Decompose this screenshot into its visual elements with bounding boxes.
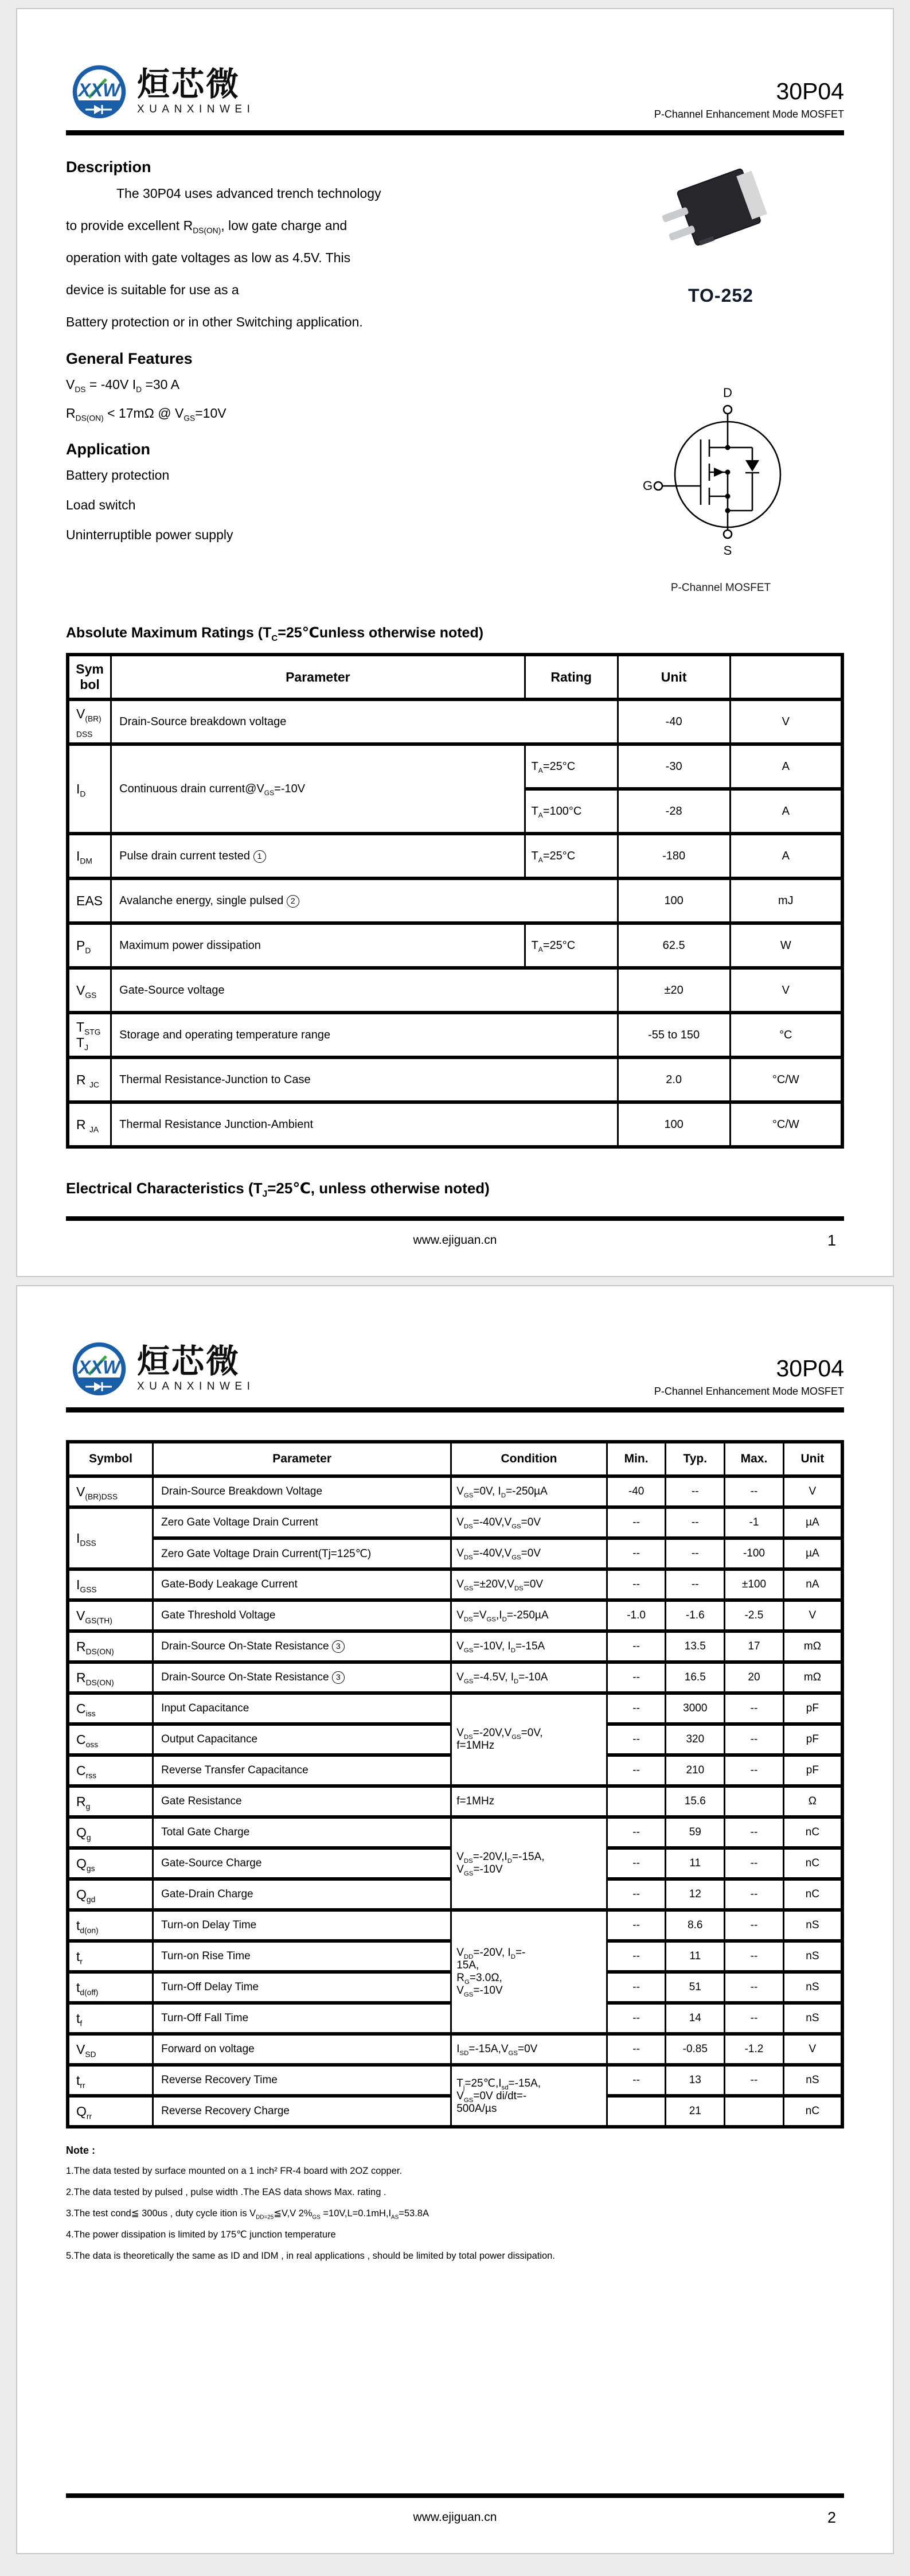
value-cell: 210 (666, 1755, 725, 1786)
value-cell: -- (607, 1755, 666, 1786)
parameter-cell: Pulse drain current tested 1 (111, 834, 525, 878)
doc-header (66, 1286, 844, 1399)
condition-cell: $V_{GS}=\pm 20V,V_{DS}=0V$ (451, 1569, 607, 1600)
brand-text (137, 1345, 255, 1392)
condition-cell: $V_{DS}=-40V,V_{GS}=0V$ (451, 1507, 607, 1538)
value-cell: 15.6 (666, 1786, 725, 1817)
value-cell: -- (607, 2034, 666, 2065)
page2-footer (66, 2493, 844, 2524)
column-header: Min. (607, 1442, 666, 1476)
text-line: 1.The data tested by surface mounted on a 1 inch² FR-4 board with 2OZ copper. (66, 2166, 403, 2176)
value-cell: nS (783, 1972, 842, 2003)
parameter-cell: Turn-on Delay Time (153, 1910, 451, 1941)
pin-label-d: D (723, 386, 732, 400)
value-cell: -- (725, 2065, 784, 2096)
value-cell: 100 (618, 878, 730, 923)
value-cell: mΩ (783, 1662, 842, 1693)
value-cell: -30 (618, 744, 730, 789)
table-row (68, 834, 842, 878)
page-1 (16, 8, 894, 1277)
header-rule (66, 130, 844, 135)
value-cell: V (783, 2034, 842, 2065)
symbol-cell: $t_{rr}$ (68, 2065, 153, 2096)
parameter-cell: Thermal Resistance-Junction to Case (111, 1057, 618, 1102)
condition-cell: $T_A=25^\circ C$ (525, 744, 618, 789)
table-row (68, 1786, 842, 1817)
symbol-cell: $V_{(BR)DSS}$ (68, 699, 111, 744)
condition-cell: $T_A=25^\circ C$ (525, 834, 618, 878)
symbol-cell: R $_{JC}$ (68, 1057, 111, 1102)
value-cell: -40 (607, 1476, 666, 1507)
page-number: 2 (827, 2509, 836, 2526)
value-cell: 11 (666, 1941, 725, 1972)
brand-name-en: XUANXINWEI (137, 103, 255, 115)
page1-columns (66, 153, 844, 594)
table-row (68, 699, 842, 744)
symbol-cell: $t_r$ (68, 1941, 153, 1972)
mosfet-symbol-icon (635, 380, 807, 569)
value-cell: nC (783, 1848, 842, 1879)
column-header: Parameter (153, 1442, 451, 1476)
column-header: Unit (783, 1442, 842, 1476)
value-cell: -- (607, 1910, 666, 1941)
table-row (68, 968, 842, 1013)
value-cell: nS (783, 1941, 842, 1972)
parameter-cell: Zero Gate Voltage Drain Current (153, 1507, 451, 1538)
parameter-cell: Continuous drain $current@V_{GS}=-10V$ (111, 744, 525, 834)
features-list (66, 377, 584, 421)
value-cell: nS (783, 2065, 842, 2096)
symbol-cell: EAS (68, 878, 111, 923)
table-row (68, 1693, 842, 1724)
value-cell: 51 (666, 1972, 725, 2003)
table-row (68, 1013, 842, 1057)
svg-text:XXW: XXW (78, 80, 120, 100)
value-cell: -- (607, 1972, 666, 2003)
symbol-cell: $I_{DM}$ (68, 834, 111, 878)
value-cell: -- (607, 2065, 666, 2096)
value-cell: µA (783, 1507, 842, 1538)
condition-cell: $V_{DS}=-40V,V_{GS}=0V$ (451, 1538, 607, 1569)
text-line: 4.The power dissipation is limited by 175℃ junction temperature (66, 2229, 336, 2240)
text-line: Battery protection or in other Switching application. (66, 314, 363, 329)
value-cell: -- (607, 1724, 666, 1755)
parameter-cell: Drain-Source breakdown voltage (111, 699, 618, 744)
elec-characteristics-title: Electrical Characteristics ($T_J=25℃$, unless otherwise noted) (66, 1180, 490, 1200)
symbol-cell: $C_{rss}$ (68, 1755, 153, 1786)
parameter-cell: Turn-on Rise Time (153, 1941, 451, 1972)
value-cell: °C/W (730, 1057, 842, 1102)
parameter-cell: Thermal Resistance Junction-Ambient (111, 1102, 618, 1147)
symbol-cell: $t_{d(on)}$ (68, 1910, 153, 1941)
symbol-cell: $I_{GSS}$ (68, 1569, 153, 1600)
symbol-cell: $Q_{gd}$ (68, 1879, 153, 1910)
footer-line (66, 1233, 844, 1247)
value-cell: 3000 (666, 1693, 725, 1724)
parameter-cell: Turn-Off Fall Time (153, 2003, 451, 2034)
text-line: The 30P04 uses advanced trench technology (116, 186, 381, 201)
value-cell: V (783, 1600, 842, 1631)
text-line: Uninterruptible power supply (66, 527, 233, 543)
abs-max-table (66, 653, 844, 1149)
value-cell: -- (666, 1476, 725, 1507)
text-line: device is suitable for use as a (66, 282, 239, 297)
description-text (66, 185, 584, 330)
value-cell: 11 (666, 1848, 725, 1879)
value-cell: -- (607, 1817, 666, 1848)
parameter-cell: Gate-Source voltage (111, 968, 618, 1013)
value-cell: pF (783, 1755, 842, 1786)
value-cell: -- (725, 1972, 784, 2003)
page-number: 1 (827, 1232, 836, 1249)
value-cell: ±100 (725, 1569, 784, 1600)
value-cell: pF (783, 1724, 842, 1755)
footer-rule (66, 2493, 844, 2498)
value-cell: 100 (618, 1102, 730, 1147)
value-cell: A (730, 834, 842, 878)
symbol-cell: $I_{DSS}$ (68, 1507, 153, 1569)
symbol-cell: $C_{oss}$ (68, 1724, 153, 1755)
symbol-cell: $Q_g$ (68, 1817, 153, 1848)
parameter-cell: Turn-Off Delay Time (153, 1972, 451, 2003)
column-header: Condition (451, 1442, 607, 1476)
value-cell (725, 1786, 784, 1817)
symbol-cell: $V_{GS}$ (68, 968, 111, 1013)
value-cell: 59 (666, 1817, 725, 1848)
page1-right-column (597, 153, 844, 594)
text-line: to provide excellent $R_{DS(ON)}$, low gate charge and (66, 217, 347, 235)
value-cell: -- (725, 1879, 784, 1910)
symbol-cell: $T_{STG}$ $T_J$ (68, 1013, 111, 1057)
value-cell: mJ (730, 878, 842, 923)
value-cell: -- (725, 1693, 784, 1724)
package-photo (649, 156, 792, 262)
text-line: 3.The test cond≦ 300us , duty cycle ition is $V_{DD=25}≦V,V$ $2\%_{GS} =10V,L=0.1mH,I_{AS}=53.8A$ (66, 2208, 429, 2221)
value-cell (607, 1786, 666, 1817)
text-line: 5.The data is theoretically the same as ID and IDM , in real applications , should be limited by total power dissipation. (66, 2250, 555, 2261)
value-cell: Ω (783, 1786, 842, 1817)
value-cell: -- (607, 1693, 666, 1724)
text-line: operation with gate voltages as low as 4.5V. This (66, 250, 351, 265)
symbol-cell: $Q_{rr}$ (68, 2096, 153, 2127)
doc-header (66, 9, 844, 122)
brand-logo (69, 1339, 255, 1399)
part-number: 30P04 (776, 1355, 844, 1382)
symbol-cell: $t_f$ (68, 2003, 153, 2034)
symbol-cell: $Q_{gs}$ (68, 1848, 153, 1879)
value-cell: -- (725, 1848, 784, 1879)
condition-cell: $V_{DS}=-20V,V_{GS}=0V$, f=1MHz (451, 1693, 607, 1786)
value-cell: -- (666, 1538, 725, 1569)
value-cell: -2.5 (725, 1600, 784, 1631)
table-row (68, 1102, 842, 1147)
value-cell: 12 (666, 1879, 725, 1910)
page1-footer (66, 1216, 844, 1247)
condition-cell: $V_{DS}=-20V,I_D=-15A$, $V_{GS}=-10V$ (451, 1817, 607, 1910)
brand-name-cn: 烜芯微 (137, 1343, 240, 1380)
value-cell: µA (783, 1538, 842, 1569)
application-title: Application (66, 441, 150, 458)
brand-logo (69, 62, 255, 122)
table-row (68, 1910, 842, 1941)
value-cell: -- (607, 1662, 666, 1693)
value-cell: -- (666, 1569, 725, 1600)
value-cell: °C (730, 1013, 842, 1057)
table-row (68, 1631, 842, 1662)
value-cell: 16.5 (666, 1662, 725, 1693)
condition-cell: $V_{GS}=0V$, $I_D=-250\mu A$ (451, 1476, 607, 1507)
notes-list (66, 2165, 844, 2263)
value-cell: mΩ (783, 1631, 842, 1662)
value-cell: -100 (725, 1538, 784, 1569)
value-cell: nC (783, 2096, 842, 2127)
value-cell: 2.0 (618, 1057, 730, 1102)
parameter-cell: Reverse Transfer Capacitance (153, 1755, 451, 1786)
value-cell: nS (783, 2003, 842, 2034)
value-cell: 21 (666, 2096, 725, 2127)
parameter-cell: Gate Resistance (153, 1786, 451, 1817)
value-cell: -- (607, 1848, 666, 1879)
page1-left-column (66, 153, 597, 594)
elec-characteristics-table (66, 1440, 844, 2128)
symbol-cell: $R_{DS(ON)}$ (68, 1631, 153, 1662)
condition-cell: $I_{SD}=-15A,V_{GS}=0V$ (451, 2034, 607, 2065)
value-cell: -- (607, 1941, 666, 1972)
notes-title: Note : (66, 2145, 95, 2156)
table-row (68, 1662, 842, 1693)
text-line: 2.The data tested by pulsed , pulse width .The EAS data shows Max. rating . (66, 2186, 386, 2197)
text-line: $V_{DS} = -40V$ $I_D =30$ A (66, 377, 179, 395)
brand-logo-icon (69, 62, 129, 122)
symbol-cell: $V_{(BR)DSS}$ (68, 1476, 153, 1507)
table-header-row (68, 655, 842, 699)
symbol-cell: R $_{JA}$ (68, 1102, 111, 1147)
features-title: General Features (66, 350, 193, 368)
column-header: Rating (525, 655, 618, 699)
header-part-block (654, 79, 844, 122)
parameter-cell: Reverse Recovery Time (153, 2065, 451, 2096)
symbol-cell: $V_{GS(TH)}$ (68, 1600, 153, 1631)
package-name: TO-252 (688, 285, 753, 306)
table-row (68, 744, 842, 789)
value-cell: 14 (666, 2003, 725, 2034)
column-header: Max. (725, 1442, 784, 1476)
value-cell: 320 (666, 1724, 725, 1755)
value-cell: A (730, 744, 842, 789)
header-part-block (654, 1356, 844, 1399)
parameter-cell: Avalanche energy, single pulsed 2 (111, 878, 618, 923)
mosfet-caption: P-Channel MOSFET (670, 582, 771, 594)
value-cell: V (783, 1476, 842, 1507)
value-cell: pF (783, 1693, 842, 1724)
value-cell: 13 (666, 2065, 725, 2096)
value-cell: -- (607, 1569, 666, 1600)
value-cell: ±20 (618, 968, 730, 1013)
table-row (68, 1476, 842, 1507)
value-cell: W (730, 923, 842, 968)
parameter-cell: Drain-Source On-State Resistance 3 (153, 1662, 451, 1693)
value-cell: V (730, 968, 842, 1013)
value-cell (725, 2096, 784, 2127)
notes-section (66, 2145, 844, 2263)
parameter-cell: Zero Gate Voltage Drain Current(Tj=125℃) (153, 1538, 451, 1569)
value-cell: -28 (618, 789, 730, 834)
value-cell: -- (666, 1507, 725, 1538)
parameter-cell: Output Capacitance (153, 1724, 451, 1755)
table-row (68, 1538, 842, 1569)
table-row (68, 1569, 842, 1600)
symbol-cell: $V_{SD}$ (68, 2034, 153, 2065)
value-cell: V (730, 699, 842, 744)
value-cell: -- (725, 1476, 784, 1507)
value-cell: -1.6 (666, 1600, 725, 1631)
condition-cell: $T_j=25℃,I_{sd}=-15A$, $V_{GS}=0V$ di/dt=- 500A/µs (451, 2065, 607, 2127)
value-cell: 8.6 (666, 1910, 725, 1941)
value-cell: -- (725, 1941, 784, 1972)
symbol-cell: $t_{d(off)}$ (68, 1972, 153, 2003)
value-cell: -40 (618, 699, 730, 744)
table-row (68, 1817, 842, 1848)
value-cell: A (730, 789, 842, 834)
value-cell: -- (607, 1538, 666, 1569)
table-row (68, 2065, 842, 2096)
description-title: Description (66, 158, 151, 176)
parameter-cell: Maximum power dissipation (111, 923, 525, 968)
parameter-cell: Input Capacitance (153, 1693, 451, 1724)
symbol-cell: $C_{iss}$ (68, 1693, 153, 1724)
header-rule (66, 1407, 844, 1412)
condition-cell: $V_{DS}=V_{GS},I_D=-250\mu A$ (451, 1600, 607, 1631)
value-cell: -55 to 150 (618, 1013, 730, 1057)
brand-name-en: XUANXINWEI (137, 1380, 255, 1392)
parameter-cell: Gate-Body Leakage Current (153, 1569, 451, 1600)
column-header: Unit (618, 655, 730, 699)
column-header: Symbol (68, 655, 111, 699)
brand-name-cn: 烜芯微 (137, 66, 240, 103)
column-header: Parameter (111, 655, 525, 699)
value-cell: nC (783, 1817, 842, 1848)
page-2 (16, 1285, 894, 2554)
brand-logo-icon (69, 1339, 129, 1399)
footer-rule (66, 1216, 844, 1221)
value-cell: -- (725, 1817, 784, 1848)
value-cell: -- (725, 1724, 784, 1755)
value-cell: -180 (618, 834, 730, 878)
parameter-cell: Forward on voltage (153, 2034, 451, 2065)
part-subtitle: P-Channel Enhancement Mode MOSFET (654, 108, 844, 120)
footer-line (66, 2511, 844, 2524)
value-cell: -- (725, 1910, 784, 1941)
pin-label-s: S (723, 543, 732, 558)
value-cell: -- (725, 1755, 784, 1786)
table-row (68, 2034, 842, 2065)
condition-cell: $T_A=25^\circ C$ (525, 923, 618, 968)
value-cell: -1 (725, 1507, 784, 1538)
text-line: Battery protection (66, 468, 170, 483)
parameter-cell: Gate-Source Charge (153, 1848, 451, 1879)
value-cell: 20 (725, 1662, 784, 1693)
condition-cell: $T_A=100^\circ C$ (525, 789, 618, 834)
value-cell: 17 (725, 1631, 784, 1662)
value-cell: -1.0 (607, 1600, 666, 1631)
parameter-cell: Reverse Recovery Charge (153, 2096, 451, 2127)
value-cell: -- (725, 2003, 784, 2034)
symbol-cell: $R_{DS(ON)}$ (68, 1662, 153, 1693)
table-header-row (68, 1442, 842, 1476)
value-cell: -- (607, 2003, 666, 2034)
value-cell (607, 2096, 666, 2127)
table-row (68, 1057, 842, 1102)
condition-cell: $V_{GS}=-4.5V$, $I_D=-10A$ (451, 1662, 607, 1693)
parameter-cell: Drain-Source Breakdown Voltage (153, 1476, 451, 1507)
condition-cell: f=1MHz (451, 1786, 607, 1817)
parameter-cell: Gate-Drain Charge (153, 1879, 451, 1910)
value-cell: -1.2 (725, 2034, 784, 2065)
application-list (66, 468, 584, 543)
symbol-cell: $I_D$ (68, 744, 111, 834)
value-cell: nS (783, 1910, 842, 1941)
brand-text (137, 68, 255, 115)
abs-max-title: Absolute Maximum Ratings ($T_C=25℃unless$ otherwise noted) (66, 625, 484, 643)
value-cell: -- (607, 1879, 666, 1910)
condition-cell: $V_{DD}=-20V$, $I_D=-$ 15A, $R_G=3.0\Omega$, $V_{GS}=-10V$ (451, 1910, 607, 2034)
value-cell: nC (783, 1879, 842, 1910)
parameter-cell: Total Gate Charge (153, 1817, 451, 1848)
condition-cell: $V_{GS}=-10V$, $I_D=-15A$ (451, 1631, 607, 1662)
value-cell: -- (607, 1631, 666, 1662)
symbol-cell: $P_D$ (68, 923, 111, 968)
table-row (68, 923, 842, 968)
footer-url: www.ejiguan.cn (413, 1233, 497, 1247)
parameter-cell: Gate Threshold Voltage (153, 1600, 451, 1631)
parameter-cell: Drain-Source On-State Resistance 3 (153, 1631, 451, 1662)
pin-label-g: G (643, 478, 653, 493)
text-line: $R_{DS(ON)} < 17m\Omega$ @ $V_{GS}=10V$ (66, 406, 226, 423)
parameter-cell: Storage and operating temperature range (111, 1013, 618, 1057)
table-row (68, 1600, 842, 1631)
value-cell: 13.5 (666, 1631, 725, 1662)
value-cell: nA (783, 1569, 842, 1600)
column-header: Typ. (666, 1442, 725, 1476)
value-cell: °C/W (730, 1102, 842, 1147)
value-cell: -- (607, 1507, 666, 1538)
text-line: Load switch (66, 497, 136, 513)
value-cell: -0.85 (666, 2034, 725, 2065)
part-number: 30P04 (776, 77, 844, 104)
svg-text:XXW: XXW (78, 1357, 120, 1378)
value-cell: 62.5 (618, 923, 730, 968)
symbol-cell: $R_g$ (68, 1786, 153, 1817)
table-row (68, 878, 842, 923)
table-row (68, 1507, 842, 1538)
footer-url: www.ejiguan.cn (413, 2511, 497, 2524)
column-header: Symbol (68, 1442, 153, 1476)
part-subtitle: P-Channel Enhancement Mode MOSFET (654, 1386, 844, 1397)
